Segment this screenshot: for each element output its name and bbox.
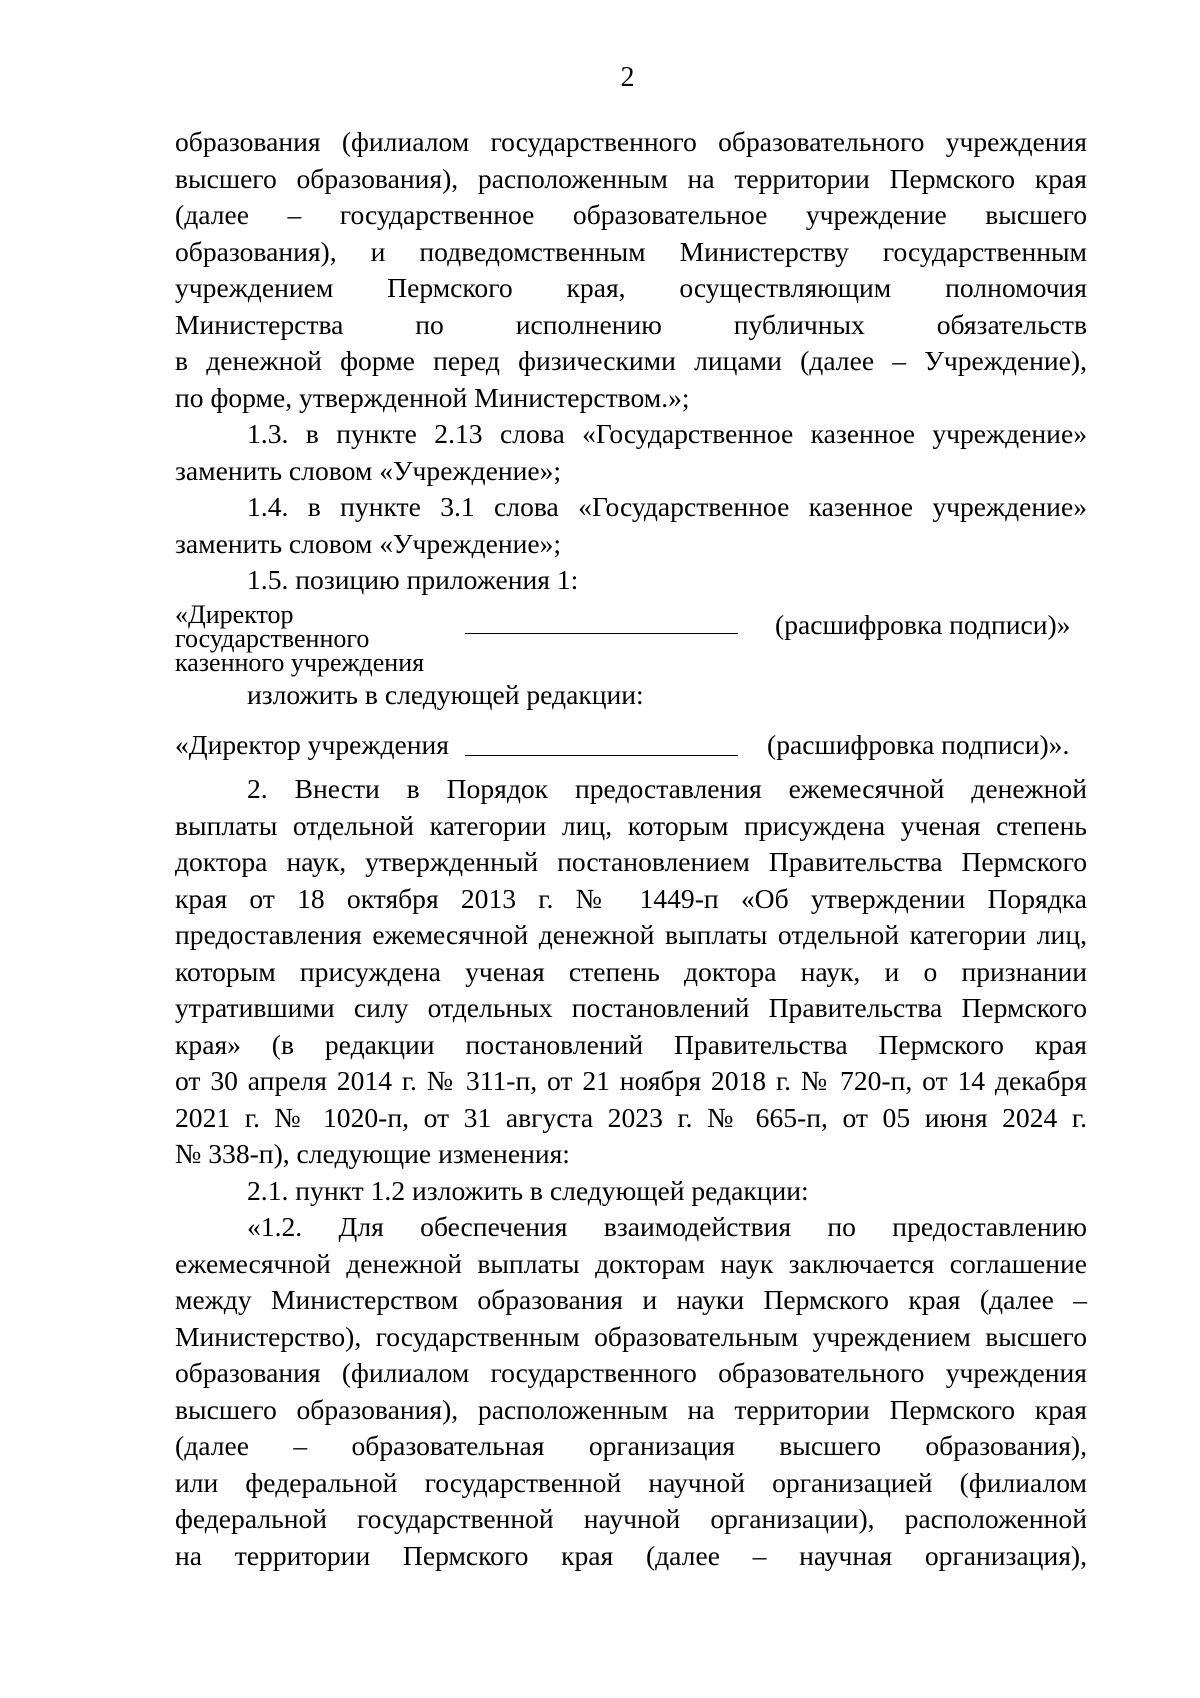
text-line: 2. Внести в Порядок предоставления ежемесячной денежной xyxy=(247,773,1087,804)
signature-line xyxy=(465,755,738,756)
text-line: (далее – образовательная организация высшего образования), xyxy=(175,1430,1087,1461)
paragraph-item-1-4 xyxy=(175,489,1087,562)
text-line: «1.2. Для обеспечения взаимодействия по предоставлению xyxy=(247,1211,1087,1242)
paragraph-item-2-1 xyxy=(175,1173,1087,1210)
text-line: казенного учреждения xyxy=(175,647,425,677)
paragraph-item-1-2-new xyxy=(175,1209,1087,1574)
text-line: федеральной государственной научной организации), расположенной xyxy=(175,1503,1087,1534)
signature-line xyxy=(465,633,738,634)
text-line: между Министерством образования и науки Пермского края (далее – xyxy=(175,1284,1087,1315)
new-signature-title: «Директор учреждения xyxy=(175,729,449,760)
text-line: 1.4. в пункте 3.1 слова «Государственное казенное учреждение» xyxy=(247,491,1087,522)
paragraph-item-1-3 xyxy=(175,416,1087,489)
text-line: утратившими силу отдельных постановлений Правительства Пермского xyxy=(175,992,1087,1023)
text-line: 1.3. в пункте 2.13 слова «Государственное казенное учреждение» xyxy=(247,418,1087,449)
text-line: образования (филиалом государственного образовательного учреждения xyxy=(175,126,1087,157)
text-line: образования), и подведомственным Министерству государственным xyxy=(175,235,1087,267)
text-line: Министерства по исполнению публичных обязательств xyxy=(175,308,1087,340)
text-line: в денежной форме перед физическими лицами (далее – Учреждение), xyxy=(175,345,1087,376)
signature-decoding: (расшифровка подписи)». xyxy=(767,729,1070,760)
text-line: учреждением Пермского края, осуществляющим полномочия xyxy=(175,272,1087,303)
text-line: выплаты отдельной категории лиц, которым присуждена ученая степень xyxy=(175,809,1087,841)
text-line: заменить словом «Учреждение»; xyxy=(175,527,562,559)
text-line: или федеральной государственной научной организацией (филиалом xyxy=(175,1466,1087,1498)
text-line: заменить словом «Учреждение»; xyxy=(175,454,562,486)
text-line: которым присуждена ученая степень доктора наук, и о признании xyxy=(175,955,1087,987)
text-line: доктора наук, утвержденный постановлением Правительства Пермского xyxy=(175,846,1087,877)
old-signature-title xyxy=(175,599,425,677)
text-line: края от 18 октября 2013 г. № 1449-п «Об утверждении Порядка xyxy=(175,882,1087,914)
edit-instruction: изложить в следующей редакции: xyxy=(247,678,644,710)
text-line: 2.1. пункт 1.2 изложить в следующей редакции: xyxy=(247,1174,809,1206)
text-line: высшего образования), расположенным на территории Пермского края xyxy=(175,162,1087,194)
page-number: 2 xyxy=(620,62,635,93)
text-line: 2021 г. № 1020-п, от 31 августа 2023 г. № 665-п, от 05 июня 2024 г. xyxy=(175,1101,1087,1133)
text-line: от 30 апреля 2014 г. № 311-п, от 21 ноября 2018 г. № 720-п, от 14 декабря xyxy=(175,1065,1087,1096)
text-line: № 338-п), следующие изменения: xyxy=(175,1138,570,1169)
old-signature-block xyxy=(175,599,1087,677)
paragraph-continuation xyxy=(175,124,1087,416)
document-body xyxy=(175,124,1087,1574)
text-line: «Директор xyxy=(175,599,294,629)
text-line: края» (в редакции постановлений Правительства Пермского края xyxy=(175,1028,1087,1060)
text-line: образования (филиалом государственного образовательного учреждения xyxy=(175,1357,1087,1388)
text-line: высшего образования), расположенным на территории Пермского края xyxy=(175,1393,1087,1425)
new-signature-block xyxy=(175,727,1087,765)
text-line: на территории Пермского края (далее – научная организация), xyxy=(175,1539,1087,1571)
text-line: 1.5. позицию приложения 1: xyxy=(247,564,579,595)
text-line: (далее – государственное образовательное учреждение высшего xyxy=(175,199,1087,230)
text-line: Министерство), государственным образовательным учреждением высшего xyxy=(175,1320,1087,1352)
signature-decoding: (расшифровка подписи)» xyxy=(775,608,1071,640)
text-line: по форме, утвержденной Министерством.»; xyxy=(175,381,690,413)
text-line: ежемесячной денежной выплаты докторам наук заключается соглашение xyxy=(175,1247,1087,1279)
text-line: предоставления ежемесячной денежной выплаты отдельной категории лиц, xyxy=(175,919,1087,950)
paragraph-item-1-5 xyxy=(175,562,1087,599)
paragraph-item-2 xyxy=(175,771,1087,1173)
text-line: государственного xyxy=(175,623,370,653)
